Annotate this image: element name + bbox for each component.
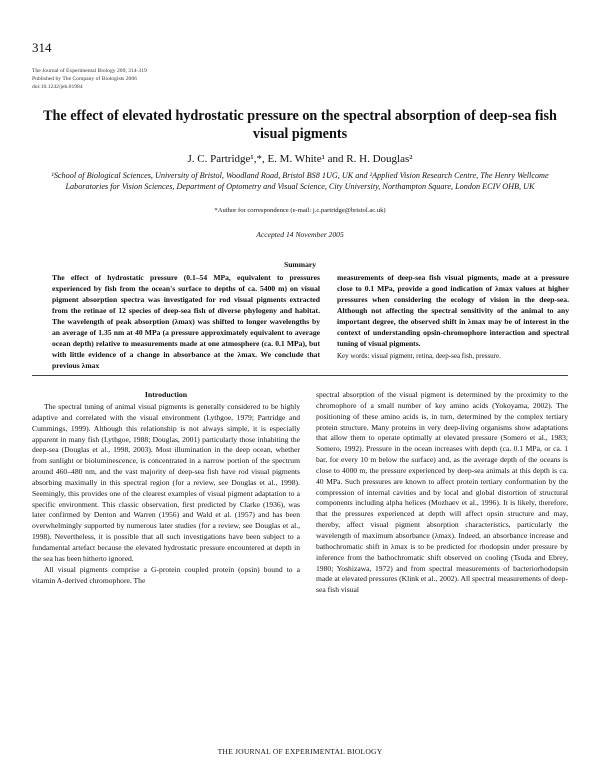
- introduction-heading: Introduction: [144, 390, 188, 399]
- journal-publisher: Published by The Company of Biologists 2006: [32, 76, 137, 82]
- article-title: The effect of elevated hydrostatic pressure on the spectral absorption of deep-sea fish visual pigments: [43, 108, 557, 142]
- journal-doi: doi:10.1242/jeb.01984: [32, 84, 83, 90]
- journal-citation: The Journal of Experimental Biology 209, 314-319: [32, 68, 147, 74]
- body-right-column: [316, 390, 568, 596]
- body-paragraph: spectral absorption of the visual pigment is determined by the proximity to the chromophore of a small number of key amino acids (Yokoyama, 2002). The positioning of these amino acids is, in turn, determined by the complex tertiary protein structure. Many proteins in very deep-living organisms show adaptations that allow them to operate optimally at elevated pressure (Somero et al., 1983; Somero, 1992). Pressure in the ocean increases with depth (ca. 0.1 MPa, or ca. 1 bar, for every 10 m below the surface) and, as the average depth of the oceans is close to 4000 m, the pressure experienced by deep-sea animals at this depth is ca. 40 MPa. Such pressures are known to affect protein tertiary conformation by the compression of internal cavities and by local and global distortion of structural components including alpha helices (Mozhaev et al., 1996). It is likely, therefore, that the pressures experienced at depth will affect opsin structure and may, thereby, affect visual pigment absorption characteristics, particularly the wavelength of maximum absorbance (λmax). Indeed, an absorbance increase and bathochromatic shift in λmax is to be predicted for rhodopsin under pressure by inference from the bathochromatic shift observed on cooling (Tsuda and Ebrey, 1980; Yoshizawa, 1972) and from spectral measurements of bacteriorhodopsin made at elevated pressures (Klink et al., 2002). All spectral measurements of deep-sea fish visual: [316, 390, 568, 595]
- summary-right-column: measurements of deep-sea fish visual pigments, made at a pressure close to 0.1 MPa, provide a good indication of λmax values at higher pressures when considering the ecology of vision in the deep-sea. Although not affecting the spectral sensitivity of the animal to any important degree, the observed shift in λmax may be of interest in the context of understanding opsin-chromophore interaction and spectral tuning of visual pigments.: [337, 273, 569, 348]
- page-number: 314: [32, 40, 52, 55]
- accepted-date: Accepted 14 November 2005: [256, 230, 344, 239]
- summary-heading: Summary: [283, 260, 317, 269]
- correspondence-note: *Author for correspondence (e-mail: j.c.partridge@bristol.ac.uk): [214, 207, 386, 214]
- journal-footer: THE JOURNAL OF EXPERIMENTAL BIOLOGY: [217, 747, 383, 756]
- section-divider: [32, 375, 568, 376]
- author-affiliations: ¹School of Biological Sciences, University of Bristol, Woodland Road, Bristol BS8 1UG, UK and ²Applied Vision Research Centre, The Henry Wellcome Laboratories for Vision Sciences, Department of Optometry and Visual Science, City University, Northampton Square, London ECIV OHB, UK: [51, 171, 549, 191]
- body-paragraph: All visual pigments comprise a G-protein coupled protein (opsin) bound to a vitamin A-derived chromophore. The: [32, 564, 300, 585]
- body-left-column: [32, 402, 300, 586]
- article-authors: J. C. Partridge¹,*, E. M. White¹ and R. H. Douglas²: [187, 153, 413, 165]
- summary-left-column: The effect of hydrostatic pressure (0.1–54 MPa, equivalent to pressures experienced by fish from the ocean's surface to depths of ca. 5400 m) on visual pigment absorption spectra was investigated for rod visual pigments extracted from the retinae of 12 species of deep-sea fish of diverse phylogeny and habitat. The wavelength of peak absorption (λmax) was shifted to longer wavelengths by an average of 1.35 nm at 40 MPa (a pressure approximately equivalent to average ocean depth) relative to measurements made at one atmosphere (ca. 0.1 MPa), but with little evidence of a change in absorbance at the λmax. We conclude that previous λmax: [52, 273, 320, 370]
- body-paragraph: The spectral tuning of animal visual pigments is generally considered to be highly adaptive and correlated with the visual environment (Lythgoe, 1979; Partridge and Cummings, 1999). Although this relationship is not always simple, it is especially apparent in many fish (Lythgoe, 1988; Douglas, 2001) particularly those inhabiting the deep-sea (Douglas et al., 1998, 2003). Most illumination in the deep ocean, whether from sunlight or bioluminescence, is concentrated in a narrow portion of the spectrum around 460–480 nm, and the vast majority of deep-sea fish have rod visual pigments absorbing maximally in this spectral region (for a review, see Douglas et al., 1998). Seemingly, this provides one of the clearest examples of visual pigment adaptation to a specific environment. This classic observation, first predicted by Clarke (1936), was later confirmed by Denton and Warren (1956) and Wald et al. (1957) and has been overwhelmingly supported by numerous later studies (for a review, see Douglas et al., 1998). Nevertheless, it is possible that all such investigations have been subject to a fundamental artefact because the elevated hydrostatic pressure encountered at depth in the sea has been hitherto ignored.: [32, 402, 300, 563]
- journal-info: [32, 67, 147, 91]
- keywords: Key words: visual pigment, retina, deep-sea fish, pressure.: [337, 352, 501, 360]
